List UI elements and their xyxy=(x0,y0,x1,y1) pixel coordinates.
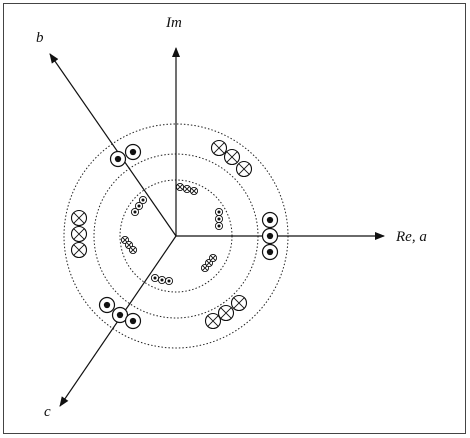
cross-conductor-icon xyxy=(72,243,87,258)
dot-conductor-icon xyxy=(263,213,278,228)
dot-conductor-icon xyxy=(215,215,222,222)
dot-conductor-icon xyxy=(263,229,278,244)
cross-conductor-icon xyxy=(176,183,183,190)
cross-conductor-icon xyxy=(206,314,221,329)
cross-conductor-icon xyxy=(232,296,247,311)
dot-conductor-icon xyxy=(126,314,141,329)
cross-conductor-icon xyxy=(219,306,234,321)
dot-conductor-icon xyxy=(126,145,141,160)
im-label: Im xyxy=(166,15,182,31)
cross-conductor-icon xyxy=(209,254,216,261)
dot-conductor-icon xyxy=(215,208,222,215)
cross-conductor-icon xyxy=(225,150,240,165)
c-label: c xyxy=(44,404,51,420)
b-label: b xyxy=(36,30,44,46)
cross-conductor-icon xyxy=(129,246,136,253)
dot-conductor-icon xyxy=(111,152,126,167)
dot-conductor-icon xyxy=(151,274,158,281)
cross-conductor-icon xyxy=(183,185,190,192)
b-axis xyxy=(50,54,176,236)
dot-conductor-icon xyxy=(100,298,115,313)
cross-conductor-icon xyxy=(190,187,197,194)
cross-conductor-icon xyxy=(72,227,87,242)
cross-conductor-icon xyxy=(72,211,87,226)
dot-conductor-icon xyxy=(139,196,146,203)
cross-conductor-icon xyxy=(237,162,252,177)
dot-conductor-icon xyxy=(263,245,278,260)
dot-conductor-icon xyxy=(158,276,165,283)
re-a-label: Re, a xyxy=(396,229,427,245)
dot-conductor-icon xyxy=(215,222,222,229)
cross-conductor-icon xyxy=(212,141,227,156)
dot-conductor-icon xyxy=(165,277,172,284)
